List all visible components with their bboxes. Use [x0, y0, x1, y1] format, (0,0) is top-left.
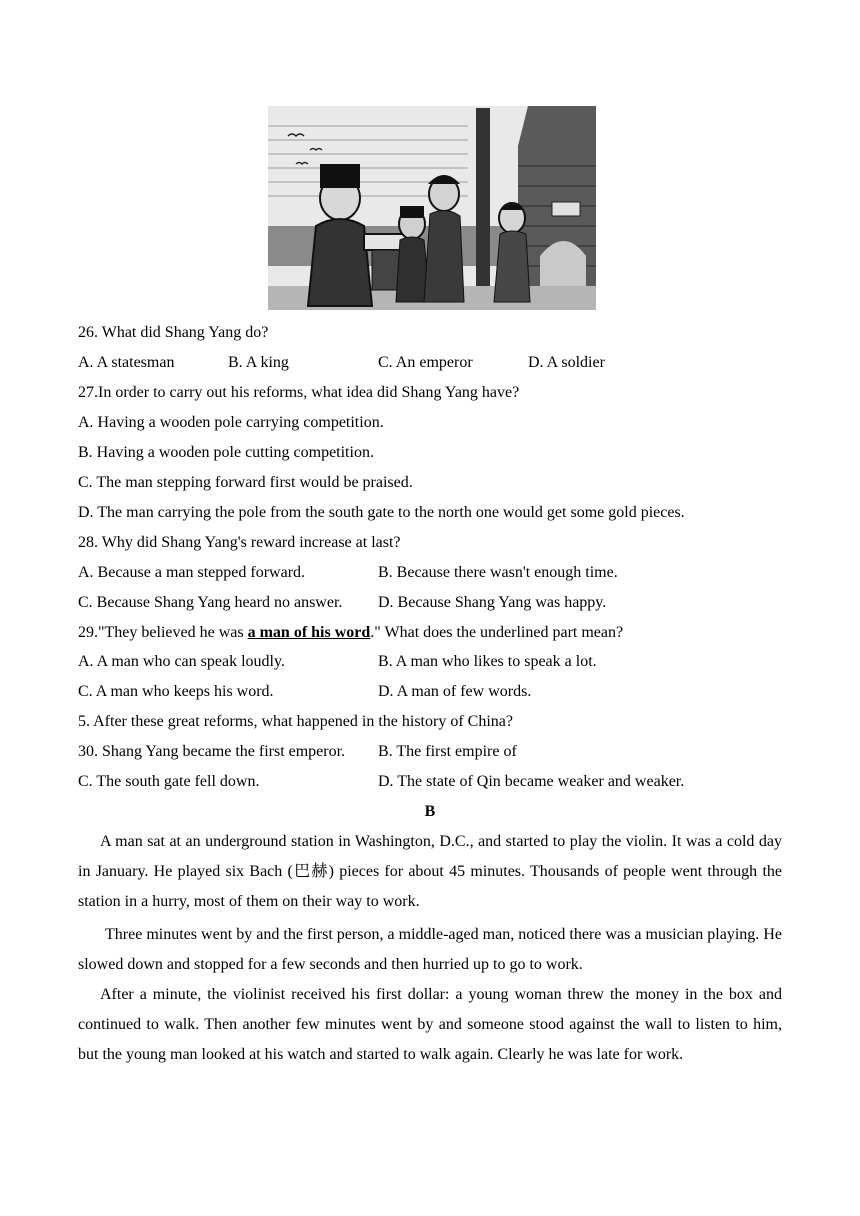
q27-option-a: A. Having a wooden pole carrying competition.: [78, 414, 384, 431]
passage-paragraph-1: [78, 827, 782, 918]
q29-option-a: A. A man who can speak loudly.: [78, 653, 285, 670]
question-28-stem: 28. Why did Shang Yang's reward increase at last?: [78, 534, 401, 551]
question-30-stem: 5. After these great reforms, what happened in the history of China?: [78, 713, 513, 730]
q30-option-d: D. The state of Qin became weaker and weaker.: [378, 773, 685, 790]
q30-option-a: 30. Shang Yang became the first emperor.: [78, 743, 346, 760]
q26-option-b: B. A king: [228, 354, 289, 371]
q27-option-b: B. Having a wooden pole cutting competition.: [78, 444, 374, 461]
q29-stem-before: 29."They believed he was: [78, 624, 248, 641]
section-b-heading: B: [424, 803, 436, 820]
question-27-stem: 27.In order to carry out his reforms, what idea did Shang Yang have?: [78, 384, 520, 401]
q26-option-d: D. A soldier: [528, 354, 605, 371]
shang-yang-scene-illustration: [268, 106, 596, 310]
q27-option-d: D. The man carrying the pole from the south gate to the north one would get some gold pieces.: [78, 504, 685, 521]
passage-paragraph-3-text: After a minute, the violinist received his first dollar: a young woman threw the money in the box and continued to walk. Then another few minutes went by and someone stood against the wall to listen to him, but the young man looked at his watch and started to walk again. Clearly he was late for work.: [78, 986, 782, 1064]
q28-option-c: C. Because Shang Yang heard no answer.: [78, 594, 343, 611]
q30-option-b: B. The first empire of: [378, 743, 517, 760]
q27-option-c: C. The man stepping forward first would be praised.: [78, 474, 413, 491]
q29-option-d: D. A man of few words.: [378, 683, 532, 700]
q26-option-c: C. An emperor: [378, 354, 473, 371]
q29-underlined-phrase: a man of his word: [247, 624, 371, 641]
question-26-stem: 26. What did Shang Yang do?: [78, 324, 269, 341]
passage-paragraph-2-text: Three minutes went by and the first person, a middle-aged man, noticed there was a musician playing. He slowed down and stopped for a few seconds and then hurried up to go to work.: [78, 926, 782, 974]
q30-option-c: C. The south gate fell down.: [78, 773, 260, 790]
q28-option-b: B. Because there wasn't enough time.: [378, 564, 618, 581]
q29-option-c: C. A man who keeps his word.: [78, 683, 274, 700]
q29-stem-after: ." What does the underlined part mean?: [370, 624, 624, 641]
passage-paragraph-1-text: A man sat at an underground station in Washington, D.C., and started to play the violin. It was a cold day in January. He played six Bach (巴赫) pieces for about 45 minutes. Thousands of people went through the station in a hurry, most of them on their way to work.: [78, 833, 782, 911]
q28-option-d: D. Because Shang Yang was happy.: [378, 594, 607, 611]
question-29-stem: [78, 623, 623, 643]
passage-paragraph-3: [78, 980, 782, 1071]
passage-paragraph-2: [78, 920, 782, 980]
q29-option-b: B. A man who likes to speak a lot.: [378, 653, 597, 670]
q28-option-a: A. Because a man stepped forward.: [78, 564, 306, 581]
q26-option-a: A. A statesman: [78, 354, 175, 371]
